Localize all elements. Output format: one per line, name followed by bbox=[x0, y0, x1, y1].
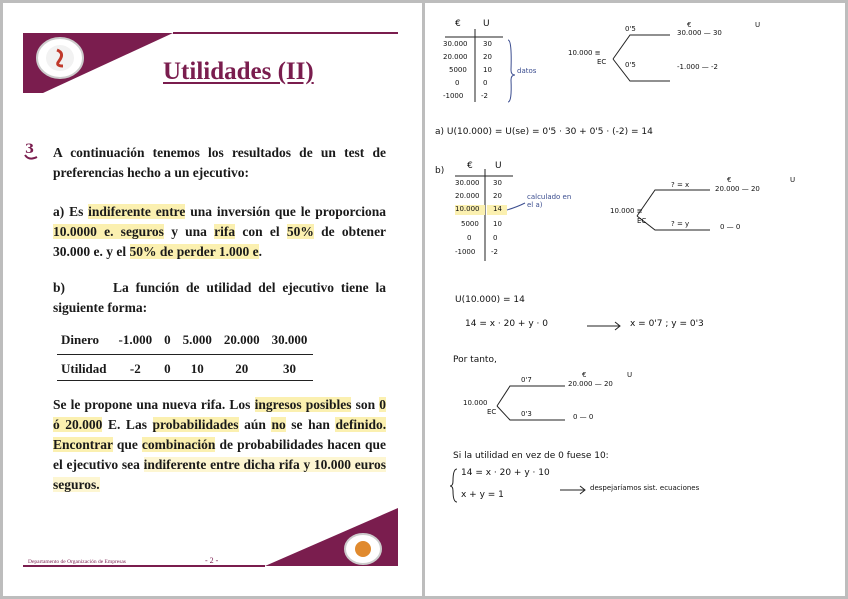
t1-util: 10 bbox=[483, 66, 492, 74]
equation-line: 14 = x · 20 + y · 0 bbox=[465, 319, 548, 329]
t2-util: -2 bbox=[491, 248, 498, 256]
t2-note-arrow bbox=[507, 203, 525, 210]
utility-line: U(10.000) = 14 bbox=[455, 295, 525, 305]
t1-note: datos bbox=[517, 67, 537, 75]
table-cell: 10 bbox=[177, 355, 218, 381]
part-a-rifa: rifa bbox=[214, 224, 236, 239]
system-arrow bbox=[560, 486, 585, 494]
tree1-out2: -1.000 — -2 bbox=[677, 63, 718, 71]
t1-util: 20 bbox=[483, 53, 492, 61]
tree3-root: 10.000 bbox=[463, 399, 488, 407]
part-a-label: a) bbox=[53, 204, 65, 219]
table-header-cell: -1.000 bbox=[113, 329, 159, 355]
p2-vals: 0 ó 20.000 bbox=[53, 397, 387, 432]
part-a-paragraph bbox=[53, 202, 386, 262]
part-a-dot: . bbox=[258, 244, 262, 259]
t2-money: 5000 bbox=[461, 220, 479, 228]
tree1-out1: 30.000 — 30 bbox=[677, 29, 722, 37]
p2-indif: indiferente entre dicha rifa y 10.000 euros seguros. bbox=[53, 457, 387, 492]
tree2-root: 10.000 ≡ bbox=[610, 207, 643, 215]
tree3-head-euro: € bbox=[582, 371, 587, 379]
equation-arrow bbox=[587, 322, 620, 330]
t2-money: 30.000 bbox=[455, 179, 480, 187]
p2-def: definido. Encontrar bbox=[53, 417, 387, 452]
t1-money: 5000 bbox=[449, 66, 467, 74]
table-cell: 0 bbox=[158, 355, 177, 381]
p2-f: que bbox=[116, 437, 138, 452]
tree2-out1: 20.000 — 20 bbox=[715, 185, 760, 193]
equation-a: a) U(10.000) = U(se) = 0'5 · 30 + 0'5 · (-2) = 14 bbox=[435, 127, 653, 137]
t2-note: calculado en el a) bbox=[527, 193, 572, 209]
table-cell: 20 bbox=[218, 355, 266, 381]
tree3-head-u: U bbox=[627, 371, 633, 379]
tree1-upper-branch bbox=[613, 35, 670, 59]
p2-d: aún bbox=[244, 417, 266, 432]
t1-util: 0 bbox=[483, 79, 488, 87]
part-b-paragraph bbox=[53, 278, 386, 318]
table-cell: Utilidad bbox=[57, 355, 113, 381]
t2-head-u: U bbox=[495, 161, 502, 171]
slide-title: Utilidades (II) bbox=[163, 58, 314, 85]
part-a-es: Es bbox=[69, 204, 84, 219]
tree3-p1: 0'7 bbox=[521, 376, 532, 384]
t2-util: 30 bbox=[493, 179, 502, 187]
tree1-head-euro: € bbox=[687, 21, 692, 29]
part-a-inversion: una inversión que le proporciona bbox=[190, 204, 387, 219]
tree2-head-u: U bbox=[790, 176, 796, 184]
t2-util: 10 bbox=[493, 220, 502, 228]
department-logo-inner bbox=[355, 541, 371, 557]
tree3-upper-branch bbox=[497, 386, 565, 406]
tree3-p2: 0'3 bbox=[521, 410, 532, 418]
table-header-cell: 20.000 bbox=[218, 329, 266, 355]
system-brace bbox=[450, 469, 457, 502]
t2-money: -1000 bbox=[455, 248, 476, 256]
p2-prob: probabilidades bbox=[152, 417, 239, 432]
si-line: Si la utilidad en vez de 0 fuese 10: bbox=[453, 451, 609, 461]
tree2-p1: ? = x bbox=[671, 181, 690, 189]
t1-head-u: U bbox=[483, 19, 490, 29]
t1-money: 20.000 bbox=[443, 53, 468, 61]
b-label: b) bbox=[435, 166, 445, 176]
footer-page-number: - 2 - bbox=[205, 556, 219, 565]
slide-page bbox=[3, 3, 422, 596]
t1-money: 30.000 bbox=[443, 40, 468, 48]
table-cell: 30 bbox=[266, 355, 314, 381]
tree3-out2: 0 — 0 bbox=[573, 413, 594, 421]
t1-util: -2 bbox=[481, 92, 488, 100]
result-line: x = 0'7 ; y = 0'3 bbox=[630, 319, 704, 329]
p2-no: no bbox=[271, 417, 286, 432]
table-row-dinero bbox=[57, 329, 313, 355]
t1-brace bbox=[508, 40, 515, 102]
tree2-ec: EC bbox=[637, 217, 647, 225]
utility-table bbox=[57, 329, 313, 381]
footer-department: Departamento de Organización de Empresas bbox=[28, 559, 126, 565]
table-header-cell: Dinero bbox=[57, 329, 113, 355]
system-note: despejaríamos sist. ecuaciones bbox=[590, 484, 700, 492]
p2-e: se han bbox=[291, 417, 330, 432]
tree3-ec: EC bbox=[487, 408, 497, 416]
t1-money: 0 bbox=[455, 79, 460, 87]
p2-b: son bbox=[355, 397, 376, 412]
part-a-pct2: 50% de perder 1.000 e bbox=[129, 244, 259, 259]
part-a-amount: 10.0000 e. seguros bbox=[53, 224, 164, 239]
table-header-cell: 0 bbox=[158, 329, 177, 355]
part-a-pct1: 50% bbox=[286, 224, 314, 239]
t2-head-euro: € bbox=[467, 161, 473, 171]
system-eq2: x + y = 1 bbox=[461, 490, 504, 500]
part-b-text: La función de utilidad del ejecutivo tiene la siguiente forma: bbox=[53, 280, 386, 315]
tree1-head-u: U bbox=[755, 21, 761, 29]
tree2-p2: ? = y bbox=[671, 220, 690, 228]
p2-c: E. Las bbox=[108, 417, 147, 432]
part-a-indiferente: indiferente entre bbox=[88, 204, 186, 219]
t2-money: 20.000 bbox=[455, 192, 480, 200]
part-a-y-una: y una bbox=[171, 224, 207, 239]
bullet-number: 3 bbox=[25, 142, 35, 157]
p2-a: Se le propone una nueva rifa. Los bbox=[53, 397, 251, 412]
tree1-lower-branch bbox=[613, 59, 670, 81]
system-eq1: 14 = x · 20 + y · 10 bbox=[461, 468, 550, 478]
t2-util: 0 bbox=[493, 234, 498, 242]
t1-head-euro: € bbox=[455, 19, 461, 29]
t2-util: 20 bbox=[493, 192, 502, 200]
problem-paragraph bbox=[53, 395, 386, 495]
tree1-p2: 0'5 bbox=[625, 61, 636, 69]
t1-money: -1000 bbox=[443, 92, 464, 100]
tree3-out1: 20.000 — 20 bbox=[568, 380, 613, 388]
table-header-cell: 5.000 bbox=[177, 329, 218, 355]
p2-comb: combinación bbox=[141, 437, 216, 452]
tree1-root: 10.000 ≡ bbox=[568, 49, 601, 57]
intro-paragraph bbox=[53, 143, 386, 183]
tree2-out2: 0 — 0 bbox=[720, 223, 741, 231]
t2-util: 14 bbox=[493, 205, 502, 213]
part-a-obtener: de obtener 30.000 e. y el bbox=[53, 224, 387, 259]
table-header-cell: 30.000 bbox=[266, 329, 314, 355]
tree1-p1: 0'5 bbox=[625, 25, 636, 33]
table-row-utilidad bbox=[57, 355, 313, 381]
t2-money: 0 bbox=[467, 234, 472, 242]
tree2-head-euro: € bbox=[727, 176, 732, 184]
tree2-upper-branch bbox=[637, 190, 710, 216]
notes-page bbox=[425, 3, 845, 596]
p2-ingresos: ingresos posibles bbox=[254, 397, 352, 412]
por-tanto: Por tanto, bbox=[453, 355, 497, 365]
intro-text: A continuación tenemos los resultados de un test de preferencias hecho a un ejecutivo: bbox=[53, 145, 386, 180]
part-b-label: b) bbox=[53, 280, 66, 295]
p2-g: de probabilidades hacen que el ejecutivo sea bbox=[53, 437, 387, 472]
tree1-ec: EC bbox=[597, 58, 607, 66]
t1-util: 30 bbox=[483, 40, 492, 48]
t2-money: 10.000 bbox=[455, 205, 480, 213]
part-a-con-el: con el bbox=[242, 224, 280, 239]
table-cell: -2 bbox=[113, 355, 159, 381]
